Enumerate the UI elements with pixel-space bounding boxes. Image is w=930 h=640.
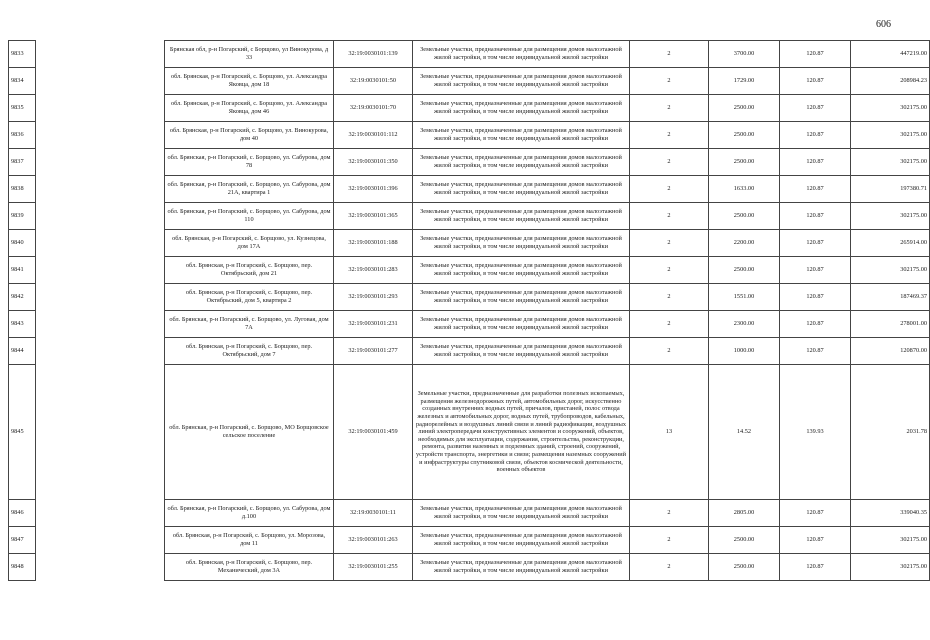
address-cell: обл. Брянская, р-н Погарский, с. Борщово, ул. Сабурова, дом д.100	[165, 500, 334, 527]
address-cell: обл. Брянская, р-н Погарский, с. Борщово, ул. Винокурова, дом 40	[165, 122, 334, 149]
table-row	[9, 95, 930, 122]
permitted-use-cell: Земельные участки, предназначенные для размещения домов малоэтажной жилой застройки, в том числе индивидуальной жилой застройки	[413, 68, 630, 95]
table-row	[9, 365, 930, 500]
row-number: 9846	[9, 500, 36, 527]
gap-cell	[36, 257, 165, 284]
area-cell: 2805.00	[709, 500, 780, 527]
cadastral-value-cell: 447219.00	[851, 41, 930, 68]
cadastral-number-cell: 32:19:0030101:263	[334, 527, 413, 554]
rate-cell: 120.87	[780, 122, 851, 149]
cadastral-number-cell: 32:19:0030101:255	[334, 554, 413, 581]
cadastral-number-cell: 32:19:0030101:293	[334, 284, 413, 311]
land-registry-table	[8, 40, 930, 581]
category-cell: 2	[630, 41, 709, 68]
rate-cell: 120.87	[780, 338, 851, 365]
area-cell: 2500.00	[709, 527, 780, 554]
row-number: 9848	[9, 554, 36, 581]
cadastral-value-cell: 302175.00	[851, 122, 930, 149]
gap-cell	[36, 554, 165, 581]
address-cell: обл. Брянская, р-н Погарский, с. Борщово, МО Борщовское сельское поселение	[165, 365, 334, 500]
category-cell: 2	[630, 257, 709, 284]
cadastral-value-cell: 302175.00	[851, 527, 930, 554]
gap-cell	[36, 500, 165, 527]
row-number: 9841	[9, 257, 36, 284]
cadastral-value-cell: 208984.23	[851, 68, 930, 95]
page-number: 606	[876, 19, 891, 30]
cadastral-value-cell: 187469.37	[851, 284, 930, 311]
row-number: 9845	[9, 365, 36, 500]
address-cell: обл. Брянская, р-н Погарский, с. Борщово, пер. Октябрьский, дом 7	[165, 338, 334, 365]
cadastral-value-cell: 302175.00	[851, 554, 930, 581]
address-cell: обл. Брянская, р-н Погарский, с. Борщово, пер. Октябрьский, дом 21	[165, 257, 334, 284]
row-number: 9843	[9, 311, 36, 338]
gap-cell	[36, 176, 165, 203]
gap-cell	[36, 527, 165, 554]
permitted-use-cell: Земельные участки, предназначенные для размещения домов малоэтажной жилой застройки, в том числе индивидуальной жилой застройки	[413, 122, 630, 149]
cadastral-number-cell: 32:19:0030101:277	[334, 338, 413, 365]
address-cell: Брянская обл, р-н Погарский, с Борщово, ул Винокурова, д 33	[165, 41, 334, 68]
rate-cell: 120.87	[780, 311, 851, 338]
gap-cell	[36, 284, 165, 311]
address-cell: обл. Брянская, р-н Погарский, с. Борщово, ул. Луговая, дом 7А	[165, 311, 334, 338]
cadastral-number-cell: 32:19:0030101:396	[334, 176, 413, 203]
row-number: 9834	[9, 68, 36, 95]
permitted-use-cell: Земельные участки, предназначенные для размещения домов малоэтажной жилой застройки, в том числе индивидуальной жилой застройки	[413, 527, 630, 554]
row-number: 9847	[9, 527, 36, 554]
rate-cell: 120.87	[780, 203, 851, 230]
permitted-use-cell: Земельные участки, предназначенные для разработки полезных ископаемых, размещения железнодорожных путей, автомобильных дорог, искусственно созданных внутренних водных путей, причалов, пристаней, полос отвода железных и автомобильных дорог, водных путей, трубопроводов, кабельных, радиорелейных и воздушных линий связи и линий радиофикации, воздушных линий электропередачи конструктивных элементов и сооружений, объектов, необходимых для эксплуатации, содержания, строительства, реконструкции, ремонта, развития наземных и подземных зданий, строений, сооружений, устройств транспорта, энергетики и связи; размещения наземных сооружений и инфраструктуры спутниковой связи, объектов космической деятельности, военных объектов	[413, 365, 630, 500]
rate-cell: 120.87	[780, 257, 851, 284]
permitted-use-cell: Земельные участки, предназначенные для размещения домов малоэтажной жилой застройки, в том числе индивидуальной жилой застройки	[413, 95, 630, 122]
cadastral-value-cell: 265914.00	[851, 230, 930, 257]
address-cell: обл. Брянская, р-н Погарский, с. Борщово, ул. Кузнецова, дом 17А	[165, 230, 334, 257]
area-cell: 3700.00	[709, 41, 780, 68]
table-row	[9, 311, 930, 338]
permitted-use-cell: Земельные участки, предназначенные для размещения домов малоэтажной жилой застройки, в том числе индивидуальной жилой застройки	[413, 500, 630, 527]
cadastral-value-cell: 2031.78	[851, 365, 930, 500]
cadastral-value-cell: 339040.35	[851, 500, 930, 527]
rate-cell: 120.87	[780, 41, 851, 68]
cadastral-number-cell: 32:19:0030101:188	[334, 230, 413, 257]
rate-cell: 120.87	[780, 554, 851, 581]
gap-cell	[36, 41, 165, 68]
cadastral-value-cell: 302175.00	[851, 149, 930, 176]
category-cell: 2	[630, 311, 709, 338]
area-cell: 2200.00	[709, 230, 780, 257]
row-number: 9842	[9, 284, 36, 311]
permitted-use-cell: Земельные участки, предназначенные для размещения домов малоэтажной жилой застройки, в том числе индивидуальной жилой застройки	[413, 176, 630, 203]
row-number: 9839	[9, 203, 36, 230]
area-cell: 1729.00	[709, 68, 780, 95]
table-row	[9, 149, 930, 176]
area-cell: 2500.00	[709, 122, 780, 149]
address-cell: обл. Брянская, р-н Погарский, с. Борщово, ул. Сабурова, дом 21А, квартира 1	[165, 176, 334, 203]
address-cell: обл. Брянская, р-н Погарский, с. Борщово, ул. Морозова, дом 11	[165, 527, 334, 554]
cadastral-value-cell: 120870.00	[851, 338, 930, 365]
permitted-use-cell: Земельные участки, предназначенные для размещения домов малоэтажной жилой застройки, в том числе индивидуальной жилой застройки	[413, 230, 630, 257]
permitted-use-cell: Земельные участки, предназначенные для размещения домов малоэтажной жилой застройки, в том числе индивидуальной жилой застройки	[413, 149, 630, 176]
gap-cell	[36, 149, 165, 176]
row-number: 9838	[9, 176, 36, 203]
address-cell: обл. Брянская, р-н Погарский, с. Борщово, пер. Механический, дом 3А	[165, 554, 334, 581]
cadastral-number-cell: 32:19:0030101:70	[334, 95, 413, 122]
table-row	[9, 338, 930, 365]
row-number: 9835	[9, 95, 36, 122]
table-row	[9, 527, 930, 554]
rate-cell: 120.87	[780, 149, 851, 176]
permitted-use-cell: Земельные участки, предназначенные для размещения домов малоэтажной жилой застройки, в том числе индивидуальной жилой застройки	[413, 41, 630, 68]
cadastral-number-cell: 32:19:0030101:231	[334, 311, 413, 338]
permitted-use-cell: Земельные участки, предназначенные для размещения домов малоэтажной жилой застройки, в том числе индивидуальной жилой застройки	[413, 554, 630, 581]
rate-cell: 120.87	[780, 176, 851, 203]
gap-cell	[36, 203, 165, 230]
rate-cell: 139.93	[780, 365, 851, 500]
gap-cell	[36, 311, 165, 338]
cadastral-number-cell: 32:19:0030101:139	[334, 41, 413, 68]
cadastral-value-cell: 302175.00	[851, 95, 930, 122]
rate-cell: 120.87	[780, 500, 851, 527]
permitted-use-cell: Земельные участки, предназначенные для размещения домов малоэтажной жилой застройки, в том числе индивидуальной жилой застройки	[413, 284, 630, 311]
cadastral-number-cell: 32:19:0030101:459	[334, 365, 413, 500]
gap-cell	[36, 95, 165, 122]
area-cell: 2500.00	[709, 257, 780, 284]
gap-cell	[36, 338, 165, 365]
category-cell: 2	[630, 122, 709, 149]
cadastral-number-cell: 32:19:0030101:350	[334, 149, 413, 176]
rate-cell: 120.87	[780, 527, 851, 554]
category-cell: 13	[630, 365, 709, 500]
table-row	[9, 230, 930, 257]
area-cell: 1633.00	[709, 176, 780, 203]
rate-cell: 120.87	[780, 230, 851, 257]
table-row	[9, 554, 930, 581]
gap-cell	[36, 122, 165, 149]
cadastral-value-cell: 302175.00	[851, 257, 930, 284]
row-number: 9840	[9, 230, 36, 257]
cadastral-value-cell: 197380.71	[851, 176, 930, 203]
table-row	[9, 68, 930, 95]
category-cell: 2	[630, 500, 709, 527]
cadastral-number-cell: 32:19:0030101:11	[334, 500, 413, 527]
gap-cell	[36, 68, 165, 95]
address-cell: обл. Брянская, р-н Погарский, с. Борщово, ул. Сабурова, дом 110	[165, 203, 334, 230]
address-cell: обл. Брянская, р-н Погарский, с. Борщово, ул. Александра Яковца, дом 46	[165, 95, 334, 122]
table-row	[9, 203, 930, 230]
gap-cell	[36, 365, 165, 500]
row-number: 9837	[9, 149, 36, 176]
table-row	[9, 176, 930, 203]
registry-body	[9, 41, 930, 581]
table-row	[9, 284, 930, 311]
cadastral-number-cell: 32:19:0030101:283	[334, 257, 413, 284]
gap-cell	[36, 230, 165, 257]
rate-cell: 120.87	[780, 284, 851, 311]
cadastral-number-cell: 32:19:0030101:50	[334, 68, 413, 95]
category-cell: 2	[630, 149, 709, 176]
category-cell: 2	[630, 230, 709, 257]
area-cell: 2500.00	[709, 203, 780, 230]
row-number: 9836	[9, 122, 36, 149]
category-cell: 2	[630, 95, 709, 122]
area-cell: 2500.00	[709, 95, 780, 122]
cadastral-value-cell: 302175.00	[851, 203, 930, 230]
cadastral-number-cell: 32:19:0030101:112	[334, 122, 413, 149]
row-number: 9844	[9, 338, 36, 365]
table-row	[9, 500, 930, 527]
permitted-use-cell: Земельные участки, предназначенные для размещения домов малоэтажной жилой застройки, в том числе индивидуальной жилой застройки	[413, 338, 630, 365]
area-cell: 2500.00	[709, 149, 780, 176]
row-number: 9833	[9, 41, 36, 68]
rate-cell: 120.87	[780, 95, 851, 122]
area-cell: 1000.00	[709, 338, 780, 365]
table-row	[9, 41, 930, 68]
category-cell: 2	[630, 203, 709, 230]
area-cell: 2300.00	[709, 311, 780, 338]
category-cell: 2	[630, 68, 709, 95]
table-row	[9, 257, 930, 284]
category-cell: 2	[630, 176, 709, 203]
rate-cell: 120.87	[780, 68, 851, 95]
category-cell: 2	[630, 338, 709, 365]
category-cell: 2	[630, 527, 709, 554]
cadastral-number-cell: 32:19:0030101:365	[334, 203, 413, 230]
permitted-use-cell: Земельные участки, предназначенные для размещения домов малоэтажной жилой застройки, в том числе индивидуальной жилой застройки	[413, 311, 630, 338]
permitted-use-cell: Земельные участки, предназначенные для размещения домов малоэтажной жилой застройки, в том числе индивидуальной жилой застройки	[413, 257, 630, 284]
area-cell: 1551.00	[709, 284, 780, 311]
category-cell: 2	[630, 284, 709, 311]
table-row	[9, 122, 930, 149]
category-cell: 2	[630, 554, 709, 581]
area-cell: 14.52	[709, 365, 780, 500]
address-cell: обл. Брянская, р-н Погарский, с. Борщово, ул. Сабурова, дом 78	[165, 149, 334, 176]
address-cell: обл. Брянская, р-н Погарский, с. Борщово, пер. Октябрьский, дом 5, квартира 2	[165, 284, 334, 311]
permitted-use-cell: Земельные участки, предназначенные для размещения домов малоэтажной жилой застройки, в том числе индивидуальной жилой застройки	[413, 203, 630, 230]
area-cell: 2500.00	[709, 554, 780, 581]
cadastral-value-cell: 278001.00	[851, 311, 930, 338]
address-cell: обл. Брянская, р-н Погарский, с. Борщово, ул. Александра Яковца, дом 18	[165, 68, 334, 95]
